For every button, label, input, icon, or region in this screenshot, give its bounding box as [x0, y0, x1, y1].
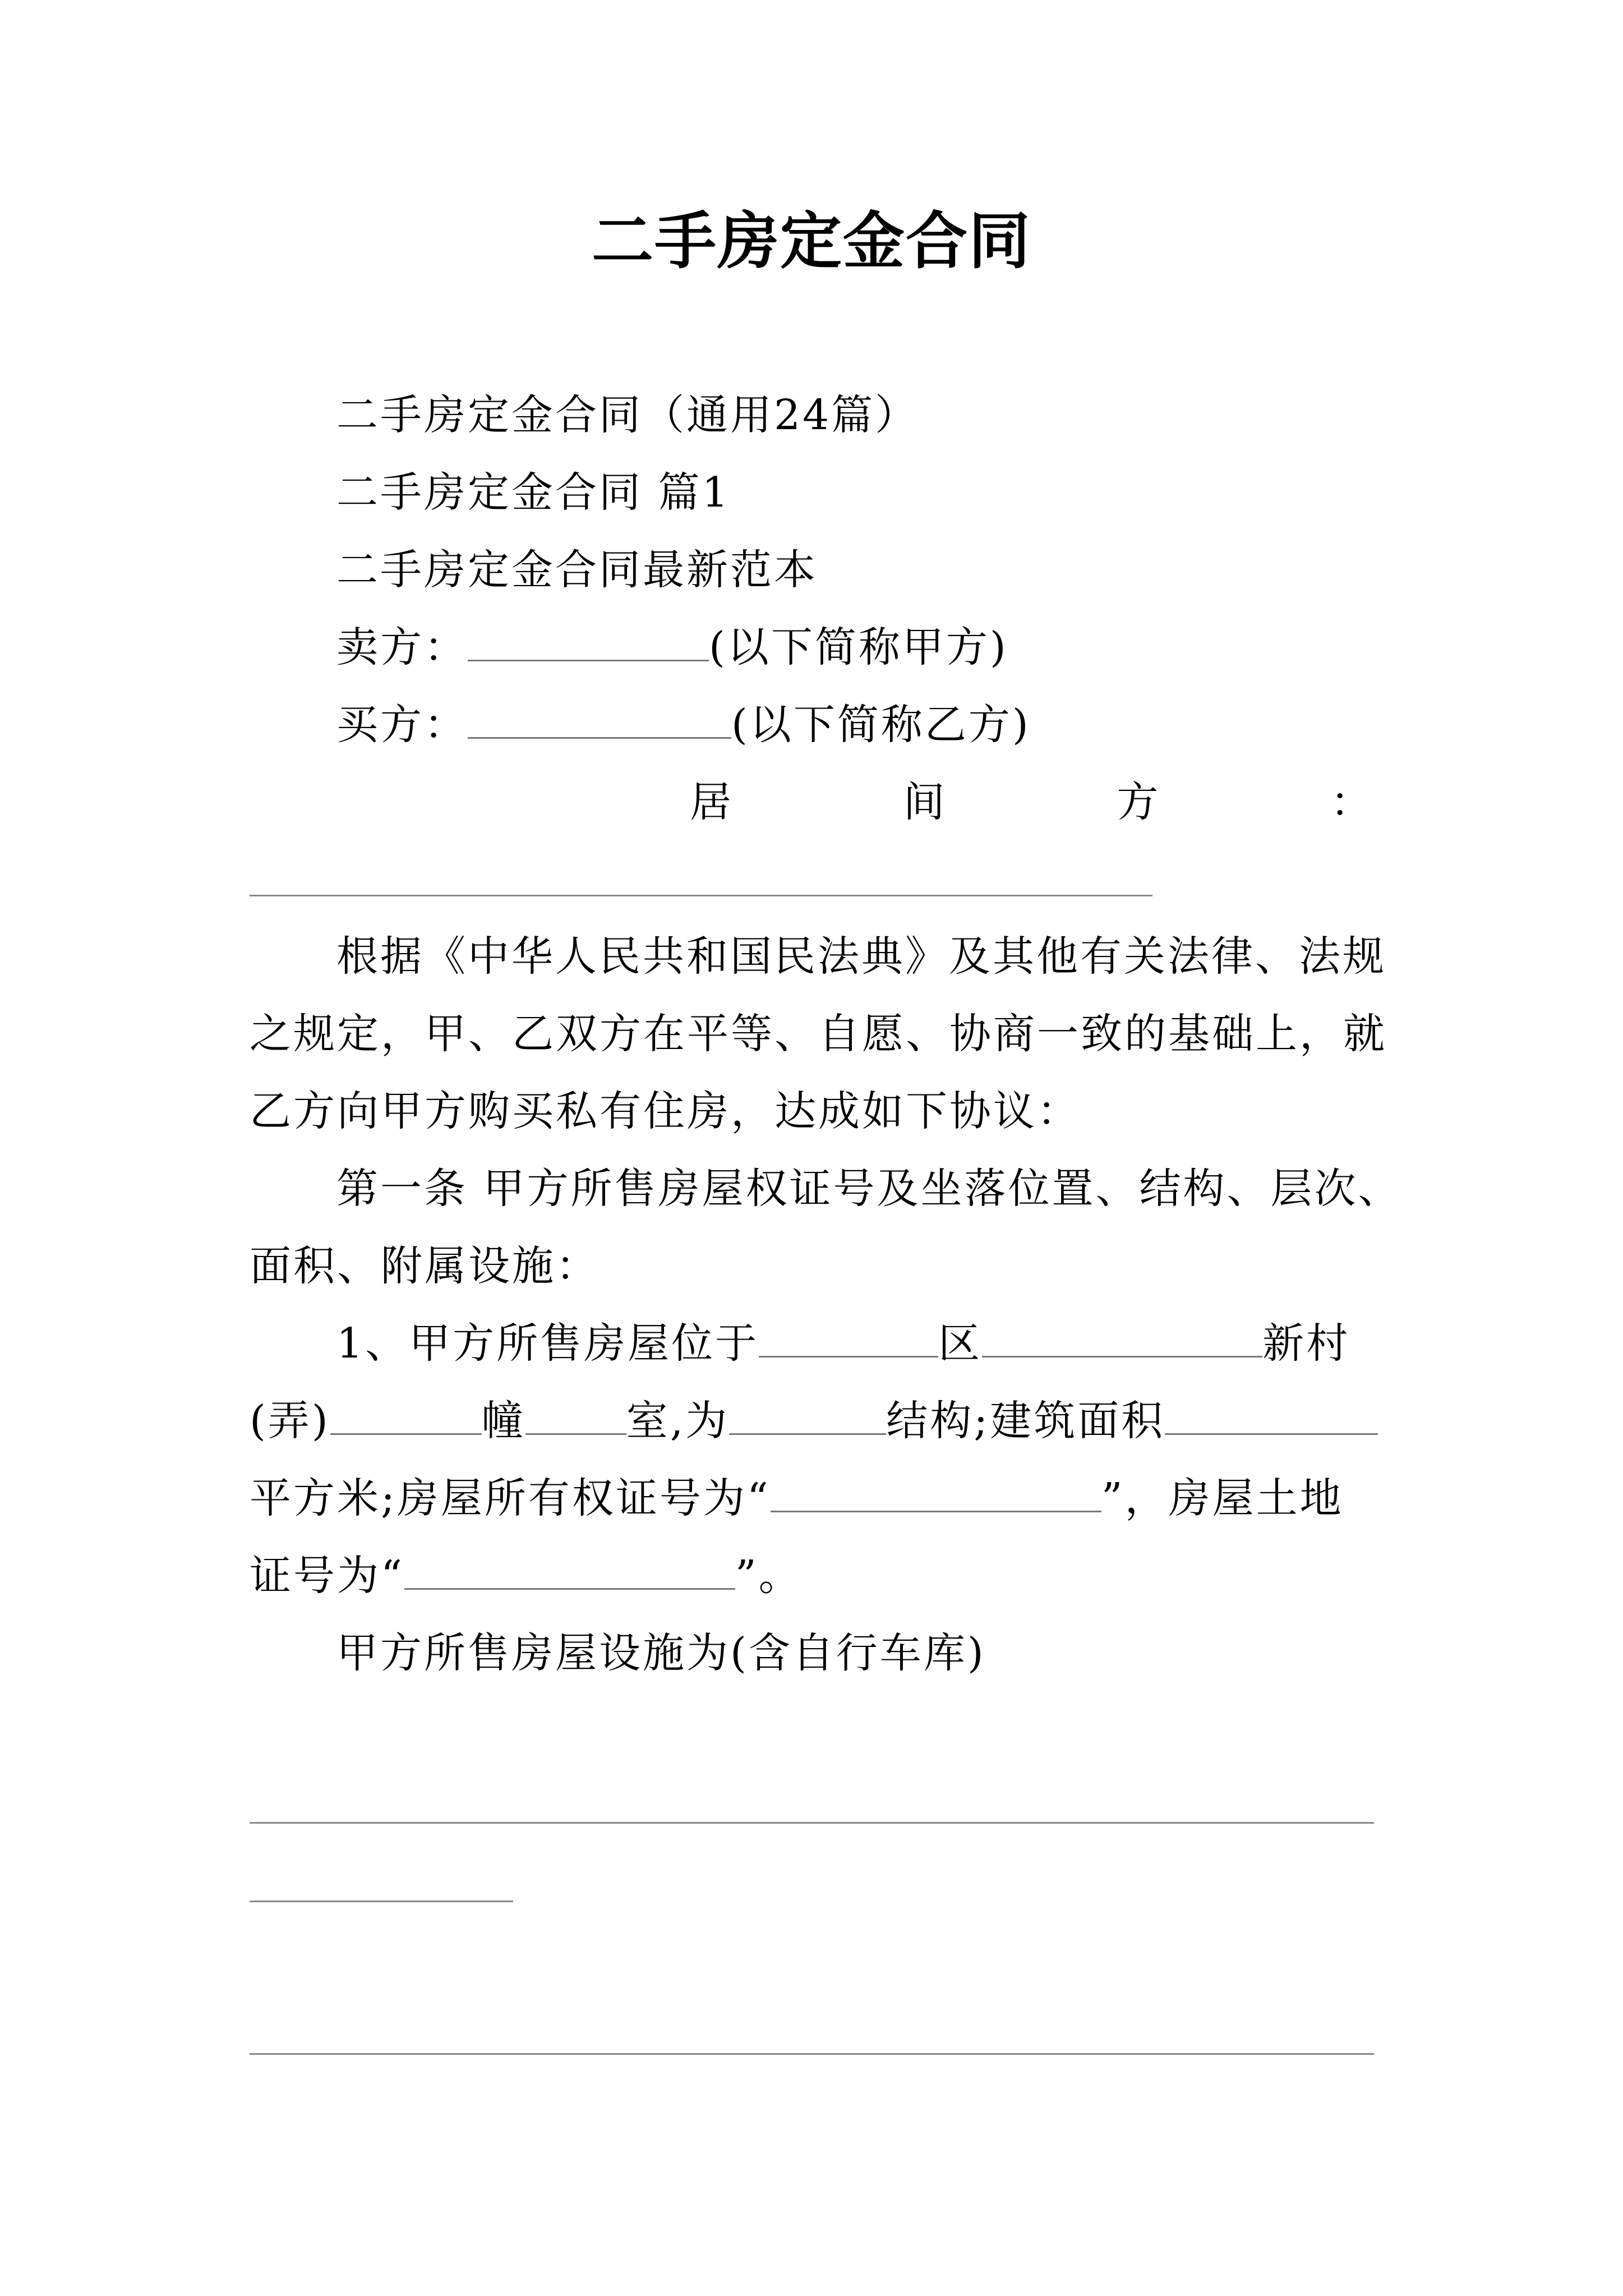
article1-line-2: 面积、附属设施：	[250, 1242, 600, 1290]
structure-blank	[729, 1400, 886, 1435]
building-blank	[525, 1400, 626, 1435]
clause1-line3-a: 平方米;房屋所有权证号为“	[250, 1474, 771, 1522]
land-cert-blank	[404, 1554, 735, 1590]
clause1-line2-c: 室,为	[626, 1397, 730, 1445]
area-blank	[1165, 1400, 1378, 1435]
buyer-blank	[468, 703, 731, 739]
intermediary-blank	[250, 895, 1152, 896]
seller-suffix: (以下简称甲方)	[709, 623, 1008, 671]
clause1-line4-a: 证号为“	[250, 1552, 404, 1600]
intermediary-char-2: 间	[903, 778, 947, 826]
clause1-line3-b: ”，房屋土地	[1101, 1474, 1344, 1522]
clause1-text-b: 区	[938, 1319, 983, 1368]
intermediary-line	[690, 774, 1374, 830]
clause1-line2-b: 幢	[481, 1397, 525, 1445]
preamble-line-2: 之规定，甲、乙双方在平等、自愿、协商一致的基础上，就	[250, 1010, 1387, 1058]
article1-line-1: 第一条 甲方所售房屋权证号及坐落位置、结构、层次、	[336, 1165, 1402, 1213]
buyer-label: 买方：	[336, 701, 468, 749]
preamble-line-3: 乙方向甲方购买私有住房，达成如下协议：	[250, 1087, 1081, 1135]
intermediary-char-4: ：	[1330, 778, 1374, 826]
preamble-line-1: 根据《中华人民共和国民法典》及其他有关法律、法规	[336, 932, 1386, 981]
seller-line	[336, 619, 1008, 675]
village-blank	[982, 1322, 1262, 1358]
facilities-blank-3	[250, 2053, 1374, 2055]
seller-label: 卖方：	[336, 623, 468, 671]
buyer-suffix: (以下简称乙方)	[731, 701, 1031, 749]
facilities-line: 甲方所售房屋设施为(含自行车库)	[336, 1629, 986, 1677]
document-title: 二手房定金合同	[592, 205, 1031, 277]
intro-line-2: 二手房定金合同 篇1	[336, 468, 731, 517]
facilities-blank-2	[250, 1901, 513, 1902]
seller-blank	[468, 626, 709, 661]
clause1-text-a: 1、甲方所售房屋位于	[336, 1319, 759, 1368]
clause1-text-c: 新村	[1262, 1319, 1350, 1368]
clause1-line-3	[250, 1470, 1344, 1526]
clause1-line-4	[250, 1548, 803, 1604]
intermediary-char-1: 居	[690, 778, 734, 826]
ownership-cert-blank	[771, 1477, 1101, 1512]
lane-blank	[330, 1400, 482, 1435]
facilities-blank-1	[250, 1822, 1374, 1824]
clause1-line2-a: (弄)	[250, 1397, 330, 1445]
buyer-line	[336, 697, 1031, 753]
clause1-line-2	[250, 1393, 1378, 1449]
district-blank	[759, 1322, 938, 1358]
intermediary-char-3: 方	[1117, 778, 1161, 826]
intro-line-3: 二手房定金合同最新范本	[336, 546, 818, 594]
clause1-line-1	[336, 1315, 1350, 1372]
intro-line-1: 二手房定金合同（通用24篇）	[336, 391, 919, 439]
clause1-line2-d: 结构;建筑面积	[886, 1397, 1165, 1445]
clause1-line4-b: ”。	[735, 1552, 803, 1600]
